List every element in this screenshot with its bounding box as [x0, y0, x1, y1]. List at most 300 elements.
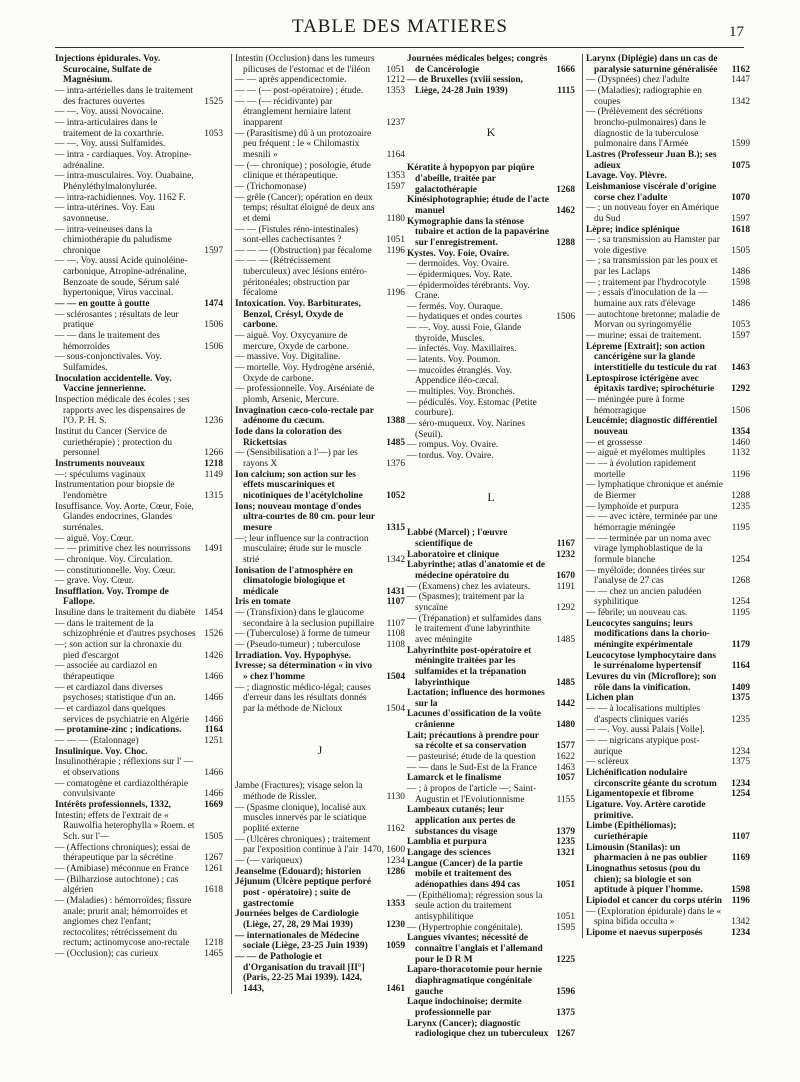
entry-text: Labyrinthite post-opératoire et méningite traitées par les sulfamides et la trépanation labyrinthique — [407, 645, 532, 688]
index-entry — [235, 406, 405, 427]
index-entry — [407, 54, 575, 75]
entry-page-number: 1466 — [204, 767, 223, 778]
entry-page-number: 1268 — [556, 184, 575, 195]
index-entry — [407, 805, 575, 837]
entry-text: Leptospirose ictérigène avec épitaxis tardive; spirochéturie — [586, 373, 715, 395]
index-entry — [235, 629, 405, 640]
index-entry — [586, 693, 750, 704]
entry-text: — intra-rachidiennes. Voy. 1162 F. — [55, 192, 186, 203]
index-entry — [55, 864, 223, 875]
entry-text: — myéloïde; données tirées sur l'analyse de 27 cas — [586, 565, 705, 587]
entry-page-number: 1162 — [731, 64, 750, 75]
entry-text: Ionisation de l'atmosphère en climatologie biologique et médicale — [235, 565, 353, 597]
entry-text: — —. Voy. aussi Sulfamides. — [55, 139, 166, 150]
index-entry — [407, 270, 575, 281]
entry-text: Limousin (Stanilas): un pharmacien à ne pas oublier — [586, 842, 708, 864]
entry-text: — —. Voy. aussi Acide quinoléine-carbonique, Atropine-adrénaline, Benzoate de soude, Sérum salé hypertonique, Virus vaccinal. — [55, 256, 188, 299]
entry-page-number: 1315 — [386, 522, 405, 533]
index-entry — [55, 310, 223, 331]
entry-text: — pasteurisé; étude de la question — [407, 752, 536, 763]
entry-page-number: 1115 — [557, 85, 575, 96]
entry-text: — — — (Etalonnage) — [55, 736, 139, 746]
entry-text: Lipiodol et cancer du corps utérin — [586, 895, 723, 906]
entry-text: — (Maladies); radiographie en coupes — [586, 85, 702, 107]
entry-page-number: 1254 — [731, 597, 750, 608]
entry-page-number: 1051 — [556, 911, 575, 922]
entry-text: Insuline dans le traitement du diabète — [55, 608, 196, 619]
index-entry — [407, 355, 575, 366]
entry-page-number: 1169 — [731, 853, 750, 864]
entry-page-number: 1268 — [731, 576, 750, 587]
index-entry — [55, 427, 223, 459]
entry-text: Langue (Cancer) de la partie mobile et traitement des adénopathies dans 494 cas — [407, 858, 523, 890]
entry-text: —; son action sur la chronaxie du pied d'escargot — [55, 640, 182, 661]
entry-text: — intra-articulaires dans le traitement de la coxarthrie. — [55, 117, 164, 139]
index-entry — [586, 342, 750, 374]
entry-text: — — dans le Sud-Est de la France — [407, 762, 537, 773]
entry-text: Lactation; influence des hormones sur la — [407, 688, 545, 709]
index-entry — [586, 789, 750, 800]
index-entry — [407, 312, 575, 323]
entry-text: Levures du vin (Microflore); son rôle dans la vinification. — [586, 672, 717, 693]
index-entry — [586, 225, 750, 236]
index-entry — [55, 395, 223, 427]
index-entry — [55, 225, 223, 257]
index-entry — [407, 1019, 575, 1040]
entry-text: Iode dans la coloration des Rickettsias — [235, 426, 342, 448]
entry-text: Leucémie; diagnostic différentiel nouveau — [586, 416, 718, 437]
index-entry — [235, 256, 405, 299]
entry-text: Kystes. Voy. Foie, Ovaire. — [407, 248, 510, 259]
entry-text: — — de Pathologie et d'Organisation du travail [II°] (Paris, 22-25 Mai 1939). 1424, 1443, — [235, 951, 365, 994]
entry-page-number: 1235 — [731, 501, 750, 512]
index-entry — [235, 384, 405, 405]
entry-text: — protamine-zinc ; indications. — [55, 725, 182, 736]
entry-text: — massive. Voy. Digitaline. — [235, 352, 341, 363]
index-entry — [235, 877, 405, 909]
index-column-2 — [231, 54, 405, 994]
entry-text: — tordus. Voy. Ovaire. — [407, 451, 494, 461]
index-entry — [586, 757, 750, 768]
header-rule — [55, 47, 744, 48]
entry-page-number: 1149 — [204, 469, 223, 480]
entry-text: — ; sa transmission au Hamster par voie digestive — [586, 235, 720, 256]
entry-text: — chronique. Voy. Circulation. — [55, 554, 173, 565]
entry-text: — (Spasme clonique), localisé aux muscles innervés par le sciatique poplité externe — [235, 802, 367, 834]
entry-text: Instrumentation pour biopsie de l'endomètre — [55, 480, 175, 501]
entry-page-number: 1107 — [731, 831, 750, 842]
entry-page-number: 1286 — [386, 866, 405, 877]
entry-text: — (Dyspnées) chez l'adulte — [586, 75, 690, 86]
index-entry — [55, 256, 223, 299]
entry-page-number: 1254 — [731, 789, 750, 800]
index-entry — [235, 534, 405, 566]
entry-text: Laboratoire et clinique — [407, 549, 500, 560]
index-entry — [235, 470, 405, 502]
entry-page-number: 1505 — [731, 245, 750, 256]
page-title: TABLE DES MATIERES — [292, 16, 508, 37]
entry-text: — (Trépanation) et sulfamides dans le traitement d'une labyrinthite avec méningite — [407, 613, 542, 645]
index-entry — [55, 661, 223, 682]
entry-text: Ivresse; sa détermination « in vivo » chez l'homme — [235, 661, 373, 683]
index-entry — [586, 768, 750, 789]
index-entry — [55, 608, 223, 619]
entry-text: — infectés. Voy. Maxillaires. — [407, 344, 517, 355]
entry-page-number: 1506 — [204, 320, 223, 331]
index-entry — [407, 965, 575, 997]
entry-text: — —. Voy. aussi Novocaine. — [55, 107, 164, 118]
index-entry — [55, 875, 223, 896]
entry-text: — — à localisations multiples d'aspects cliniques variés — [586, 704, 701, 725]
entry-text: — épidermiques. Voy. Rate. — [407, 269, 513, 280]
entry-page-number: 1431 — [386, 586, 405, 597]
index-entry — [55, 107, 223, 118]
entry-text: Intestin (Occlusion) dans les tumeurs pilicuses de l'estomac et de l'iléon — [235, 54, 375, 75]
index-entry — [586, 171, 750, 182]
entry-text: — — en goutte à goutte — [55, 299, 150, 310]
index-entry — [407, 451, 575, 462]
index-entry — [586, 459, 750, 480]
entry-page-number: 1375 — [556, 1007, 575, 1018]
entry-page-number: 1254 — [731, 554, 750, 565]
entry-text: — —. Voy. aussi Palais [Voile]. — [586, 725, 705, 736]
entry-text: — — primitive chez les nourrissons — [55, 544, 191, 555]
index-entry — [55, 843, 223, 864]
entry-text: — (— chronique) ; posologie, étude clinique et thérapeutique. — [235, 160, 371, 182]
entry-page-number: 1107 — [386, 618, 405, 629]
entry-page-number: 1164 — [731, 661, 750, 672]
entry-text: Limbe (Epithéliomas); curiethérapie — [586, 821, 677, 842]
index-entry — [586, 566, 750, 587]
index-entry — [55, 374, 223, 395]
section-letter: K — [486, 124, 496, 139]
entry-text: — (— variqueux) — [235, 855, 303, 866]
index-entry — [55, 193, 223, 204]
entry-text: Ligature. Voy. Artère carotide primitive. — [586, 799, 706, 821]
entry-page-number: 1485 — [386, 437, 405, 448]
entry-text: Larynx (Diplégie) dans un cas de paralysie saturnine généralisée — [586, 54, 718, 75]
entry-page-number: 1460 — [731, 437, 750, 448]
entry-page-number: 1167 — [556, 538, 575, 549]
entry-text: — lymphatique chronique et anémie de Biermer — [586, 480, 723, 501]
index-entry — [586, 821, 750, 842]
entry-page-number: 1504 — [386, 704, 405, 715]
entry-page-number: 1288 — [731, 490, 750, 501]
index-entry — [407, 859, 575, 891]
index-entry — [407, 163, 575, 195]
index-entry — [235, 448, 405, 469]
entry-page-number: 1388 — [386, 416, 405, 427]
index-entry — [586, 310, 750, 331]
index-entry — [55, 683, 223, 704]
entry-page-number: 1057 — [556, 773, 575, 784]
entry-text: Institut du Cancer (Service de curiethérapie) ; protection du personnel — [55, 426, 173, 459]
index-entry — [407, 440, 575, 451]
entry-page-number: 1292 — [556, 602, 575, 613]
entry-text: — autochtone bretonne; maladie de Morvan ou syringomyélie — [586, 309, 720, 331]
index-entry — [235, 597, 405, 608]
index-entry — [55, 757, 223, 778]
entry-text: — — chez un ancien paludéen syphilitique — [586, 586, 702, 608]
entry-page-number: 1196 — [386, 288, 405, 299]
entry-page-number: 1353 — [386, 898, 405, 909]
index-entry — [407, 398, 575, 419]
entry-page-number: 1376 — [386, 458, 405, 469]
index-entry — [407, 891, 575, 923]
entry-page-number: 1052 — [386, 490, 405, 501]
entry-page-number: 1525 — [204, 96, 223, 107]
entry-text: Lipome et naevus superposés — [586, 927, 703, 938]
index-entry — [55, 470, 223, 481]
entry-page-number: 1354 — [731, 426, 750, 437]
entry-page-number: 1155 — [556, 794, 575, 805]
entry-text: Linognathus setosus (pou du chien); sa biologie et son aptitude à piquer l'homme. — [586, 863, 703, 896]
entry-page-number: 1454 — [204, 608, 223, 619]
entry-page-number: 1409 — [731, 682, 750, 693]
index-entry — [586, 736, 750, 757]
index-entry — [586, 416, 750, 437]
entry-page-number: 1267 — [204, 853, 223, 864]
entry-page-number: 1597 — [731, 331, 750, 342]
entry-page-number: 1162 — [386, 823, 405, 834]
entry-text: — scléreux — [586, 757, 629, 768]
index-entry — [586, 256, 750, 277]
entry-text: — (Affections chroniques); essai de thérapeutique par la sécrétine — [55, 842, 191, 864]
index-entry — [586, 438, 750, 449]
index-entry — [235, 427, 405, 448]
entry-page-number: 1486 — [731, 299, 750, 310]
index-entry — [407, 592, 575, 613]
index-entry — [55, 54, 223, 86]
entry-text: — dermoïdes. Voy. Ovaire. — [407, 259, 510, 270]
entry-text: — ; un nouveau foyer en Amérique du Sud — [586, 203, 719, 224]
entry-text: — (Prélèvement des sécrétions broncho-pulmonaires) dans le diagnostic de la tuberculose pulmonaire dans l'Armée — [586, 107, 706, 150]
index-entry — [235, 803, 405, 835]
entry-text: Irradiation. Voy. Hypophyse. — [235, 650, 351, 661]
entry-text: Injections épidurales. Voy. Scurocaine, Sulfate de Magnésium. — [55, 54, 161, 86]
entry-page-number: 1234 — [731, 927, 750, 938]
entry-text: — lymphoïde et purpura — [586, 501, 679, 512]
entry-page-number: 1051 — [386, 64, 405, 75]
entry-text: Laque indochinoise; dermite professionnelle par — [407, 997, 522, 1018]
entry-text: — mucoïdes étranglés. Voy. Appendice iléo-cæcal. — [407, 365, 513, 387]
entry-text: — — à évolution rapidement mortelle — [586, 458, 696, 480]
index-column-1 — [55, 54, 223, 960]
entry-text: — — terminée par un noma avec virage lymphoblastique de la formule blanche — [586, 533, 711, 565]
entry-text: — fermés. Voy. Ouraque. — [407, 301, 503, 312]
entry-page-number: 1236 — [204, 416, 223, 427]
index-entry — [586, 928, 750, 939]
entry-page-number: 1599 — [731, 139, 750, 150]
entry-page-number: 1179 — [731, 640, 750, 651]
entry-text: — — avec ictère, terminée par une hémorragie méningée — [586, 512, 718, 533]
index-entry — [586, 288, 750, 309]
index-entry — [586, 672, 750, 693]
entry-text: —; leur influence sur la contraction musculaire; étude sur le muscle strié — [235, 533, 369, 565]
entry-page-number: 1132 — [731, 448, 750, 459]
entry-text: — (Examens) chez les aviateurs. — [407, 581, 531, 592]
index-entry — [235, 129, 405, 161]
entry-text: — ; traitement par l'hydrocotyle — [586, 277, 707, 288]
index-entry — [407, 259, 575, 270]
index-entry — [586, 843, 750, 864]
entry-page-number: 1235 — [731, 714, 750, 725]
entry-page-number: 1218 — [204, 938, 223, 949]
section-letter: L — [487, 489, 495, 504]
entry-page-number: 1462 — [556, 205, 575, 216]
entry-text: — ; diagnostic médico-légal; causes d'erreur dans les résultats donnés par la méthode de Nicloux — [235, 682, 371, 715]
entry-page-number: 1597 — [731, 213, 750, 224]
entry-text: Ion calcium; son action sur les effets muscariniques et nicotiniques de l'acétylcholine — [235, 469, 363, 501]
index-entry — [235, 502, 405, 534]
index-entry — [407, 302, 575, 313]
entry-page-number: 1598 — [731, 277, 750, 288]
entry-text: Invagination cæco-colo-rectale par adénome du cæcum. — [235, 405, 374, 427]
index-entry — [586, 480, 750, 501]
index-entry — [586, 864, 750, 896]
entry-page-number: 1622 — [556, 752, 575, 763]
entry-text: — aiguë. Voy. Oxycyanure de mercure, Oxyde de carbone. — [235, 331, 349, 352]
entry-page-number: 1463 — [731, 363, 750, 374]
entry-page-number: 1251 — [204, 736, 223, 746]
entry-page-number: 1426 — [204, 650, 223, 661]
index-entry — [407, 709, 575, 730]
index-entry — [586, 331, 750, 342]
entry-text: — sclérosantes ; résultats de leur pratique — [55, 309, 179, 331]
index-entry — [55, 139, 223, 150]
entry-text: — (Epithélioma); régression sous la seule action du traitement antisyphilitique — [407, 890, 543, 922]
entry-text: Intoxication. Voy. Barbiturates, Benzol, Crésyl, Oxyde de carbone. — [235, 299, 361, 331]
entry-page-number: 1230 — [386, 919, 405, 930]
index-entry — [407, 366, 575, 387]
index-entry — [235, 97, 405, 129]
index-entry — [55, 459, 223, 470]
index-entry — [586, 54, 750, 75]
index-entry — [407, 752, 575, 763]
index-entry — [586, 704, 750, 725]
index-entry — [586, 608, 750, 619]
entry-page-number: 1504 — [386, 672, 405, 683]
entry-text: — — après appendicectomie. — [235, 75, 347, 86]
entry-text: — de Bruxelles (xviii session, Liège, 24-28 Juin 1939) — [407, 75, 523, 96]
index-entry — [407, 731, 575, 752]
index-entry — [55, 566, 223, 577]
index-entry — [235, 75, 405, 86]
entry-page-number: 1505 — [204, 831, 223, 842]
entry-page-number: 1261 — [204, 863, 223, 874]
entry-page-number: 1321 — [556, 848, 575, 858]
index-entry — [586, 448, 750, 459]
entry-text: — — (Fistules réno-intestinales) sont-elles cachectisantes ? — [235, 224, 359, 246]
entry-text: — intra-veineuses dans la chimiothérapie du paludisme chronique — [55, 224, 172, 256]
entry-page-number: 1618 — [731, 224, 750, 235]
index-entry — [407, 344, 575, 355]
entry-text: Lèpre; indice splénique — [586, 224, 680, 235]
index-entry — [586, 182, 750, 203]
index-entry — [55, 480, 223, 501]
entry-text: — et grossesse — [586, 437, 643, 448]
entry-page-number: 1670 — [556, 570, 575, 581]
entry-text: — associée au cardiazol en thérapeutique — [55, 661, 158, 683]
entry-page-number: 1379 — [556, 826, 575, 837]
entry-page-number: 1196 — [731, 469, 750, 480]
entry-text: Laparo-thoracotomie pour hernie diaphragmatique congénitale gauche — [407, 965, 543, 997]
index-entry — [55, 747, 223, 758]
entry-page-number: 1506 — [556, 312, 575, 323]
index-entry — [586, 278, 750, 289]
entry-page-number: 1463 — [556, 762, 575, 773]
index-entry — [407, 419, 575, 440]
entry-text: — ; sa transmission par les poux et par les Laclaps — [586, 256, 718, 278]
index-entry — [407, 933, 575, 965]
entry-text: — (Spasmes); traitement par la syncaïne — [407, 592, 525, 613]
entry-text: Kératite à hypopyon par piqûre d'abeille, traitée par galactothérapie — [407, 163, 535, 195]
entry-text: Lambeaux cutanés; leur application aux pertes de substances du visage — [407, 805, 516, 837]
entry-text: Intérêts professionnels, 1332, — [55, 799, 171, 810]
entry-text: —: spéculums vaginaux — [55, 469, 146, 480]
index-entry — [586, 502, 750, 513]
entry-text: — sous-conjonctivales. Voy. Sulfamides. — [55, 352, 162, 374]
index-entry — [235, 331, 405, 352]
index-entry — [55, 779, 223, 800]
index-entry — [407, 784, 575, 805]
index-entry — [586, 534, 750, 566]
entry-text: Instruments nouveaux — [55, 458, 145, 469]
index-entry — [407, 688, 575, 709]
index-entry — [55, 150, 223, 171]
entry-text: — multiples. Voy. Bronches. — [407, 387, 515, 398]
entry-text: — méningée pure à forme hémorragique — [586, 395, 685, 416]
entry-page-number: 1480 — [556, 720, 575, 731]
entry-text: Leucocytes sanguins; leurs modifications dans la chorio-méningite expérimentale — [586, 618, 710, 651]
index-entry — [235, 86, 405, 97]
index-entry — [407, 195, 575, 216]
index-entry — [586, 374, 750, 395]
entry-text: — (Bilharziose autochtone) ; cas algérien — [55, 874, 179, 896]
entry-page-number: 1196 — [731, 895, 750, 906]
entry-text: — grêle (Cancer); opération en deux temps; résultat éloigné de deux ans et demi — [235, 192, 375, 224]
entry-text: — intra-musculaires. Voy. Ouabaine, Phényléthylmalonylurée. — [55, 171, 194, 192]
entry-text: — épidermoïdes térébrants. Voy. Crane. — [407, 280, 530, 302]
index-entry — [55, 86, 223, 107]
entry-page-number: 1108 — [386, 640, 405, 651]
entry-text: Jambe (Fractures); visage selon la méthode de Rissler. — [235, 781, 363, 802]
entry-text: — (Hypertrophie congénitale). — [407, 922, 523, 933]
entry-page-number: 1292 — [731, 384, 750, 395]
entry-page-number: 1465 — [204, 949, 223, 960]
entry-page-number: 1447 — [731, 75, 750, 86]
entry-text: — séro-muqueux. Voy. Narines (Seuil). — [407, 419, 526, 440]
entry-page-number: 1526 — [204, 629, 223, 640]
entry-text: Lavage. Voy. Plèvre. — [586, 171, 667, 182]
entry-text: — constitutionnelle. Voy. Cœur. — [55, 565, 176, 576]
entry-page-number: 1461 — [386, 983, 405, 994]
entry-page-number: 1618 — [204, 885, 223, 896]
entry-text: — (Amibiase) méconnue en France — [55, 863, 189, 874]
entry-text: — — — (Obstruction) par fécalome — [235, 245, 372, 256]
index-entry — [586, 651, 750, 672]
entry-page-number: 1108 — [386, 629, 405, 640]
index-entry — [586, 512, 750, 533]
entry-text: Labbé (Marcel) ; l'œuvre scientifique de — [407, 528, 508, 549]
index-entry — [407, 560, 575, 581]
index-entry — [55, 203, 223, 224]
index-entry — [55, 352, 223, 373]
entry-page-number: 1506 — [204, 341, 223, 352]
index-entry — [586, 395, 750, 416]
entry-text: Insulinique. Voy. Choc. — [55, 746, 148, 757]
entry-text: — ; essais d'inoculation de la — humaine aux rats d'élevage — [586, 288, 708, 310]
